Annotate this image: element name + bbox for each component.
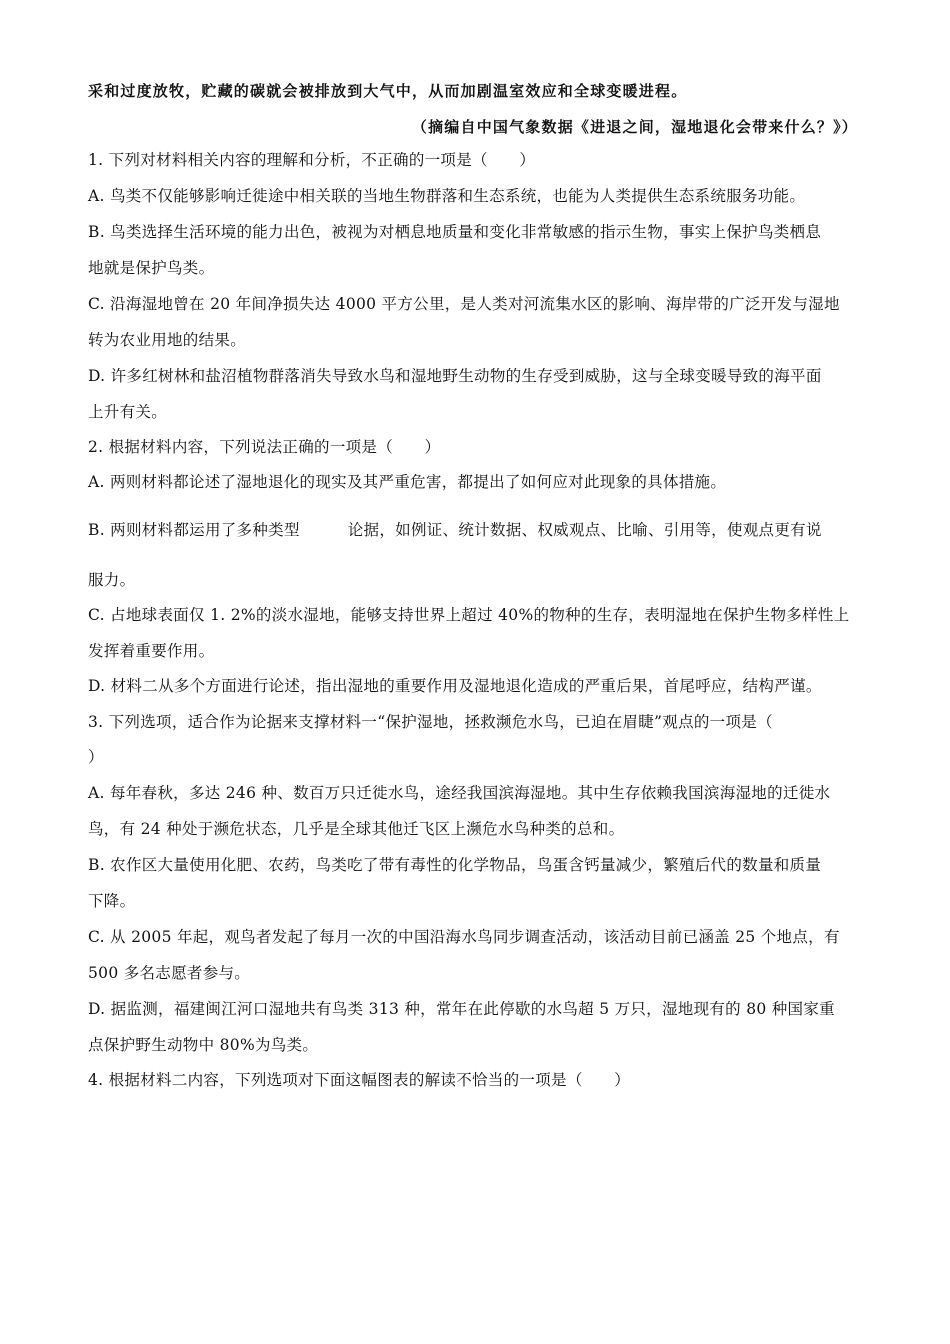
material-source: （摘编自中国气象数据《进退之间，湿地退化会带来什么？》） bbox=[411, 118, 858, 136]
question-2-option-a: A. 两则材料都论述了湿地退化的现实及其严重危害，都提出了如何应对此现象的具体措施。 bbox=[88, 473, 727, 491]
question-3-option-d-cont: 点保护野生动物中 80%为鸟类。 bbox=[88, 1036, 319, 1054]
question-2-option-c: C. 占地球表面仅 1. 2%的淡水湿地，能够支持世界上超过 40%的物种的生存，表明湿地在保护生物多样性上 bbox=[88, 606, 850, 624]
question-2-option-b-part1: B. 两则材料都运用了多种类型 bbox=[88, 521, 300, 539]
question-1-option-c-cont: 转为农业用地的结果。 bbox=[88, 331, 247, 349]
question-3-stem: 3. 下列选项，适合作为论据来支撑材料一“保护湿地，拯救濒危水鸟，已迫在眉睫”观点的一项是（ bbox=[88, 713, 773, 731]
question-2-stem: 2. 根据材料内容，下列说法正确的一项是（ ） bbox=[88, 438, 441, 456]
question-1-stem: 1. 下列对材料相关内容的理解和分析，不正确的一项是（ ） bbox=[88, 151, 536, 169]
question-2-option-d: D. 材料二从多个方面进行论述，指出湿地的重要作用及湿地退化造成的严重后果，首尾呼应，结构严谨。 bbox=[88, 677, 822, 695]
question-1-option-b: B. 鸟类选择生活环境的能力出色，被视为对栖息地质量和变化非常敏感的指示生物，事实上保护鸟类栖息 bbox=[88, 223, 822, 241]
question-4-stem: 4. 根据材料二内容，下列选项对下面这幅图表的解读不恰当的一项是（ ） bbox=[88, 1071, 631, 1089]
question-1-option-d-cont: 上升有关。 bbox=[88, 403, 168, 421]
question-1-option-d: D. 许多红树林和盐沼植物群落消失导致水鸟和湿地野生动物的生存受到威胁，这与全球变暖导致的海平面 bbox=[88, 367, 822, 385]
question-3-option-d: D. 据监测，福建闽江河口湿地共有鸟类 313 种，常年在此停歇的水鸟超 5 万只，湿地现有的 80 种国家重 bbox=[88, 1000, 835, 1018]
question-3-option-c-cont: 500 多名志愿者参与。 bbox=[88, 964, 251, 982]
question-1-option-a: A. 鸟类不仅能够影响迁徙途中相关联的当地生物群落和生态系统，也能为人类提供生态系统服务功能。 bbox=[88, 187, 806, 205]
question-3-option-c: C. 从 2005 年起，观鸟者发起了每月一次的中国沿海水鸟同步调查活动，该活动目前已涵盖 25 个地点，有 bbox=[88, 928, 840, 946]
question-1-option-b-cont: 地就是保护鸟类。 bbox=[88, 259, 215, 277]
question-2-option-b-cont: 服力。 bbox=[88, 571, 136, 589]
question-2-option-b bbox=[88, 520, 868, 540]
question-3-option-a-cont: 鸟，有 24 种处于濒危状态，几乎是全球其他迁飞区上濒危水鸟种类的总和。 bbox=[88, 820, 625, 838]
question-1-option-c: C. 沿海湿地曾在 20 年间净损失达 4000 平方公里，是人类对河流集水区的影响、海岸带的广泛开发与湿地 bbox=[88, 295, 840, 313]
question-2-option-b-part2: 论据，如例证、统计数据、权威观点、比喻、引用等，使观点更有说 bbox=[347, 521, 822, 539]
question-3-option-a: A. 每年春秋，多达 246 种、数百万只迁徙水鸟，途经我国滨海湿地。其中生存依赖我国滨海湿地的迁徙水 bbox=[88, 784, 831, 802]
question-3-stem-cont: ） bbox=[88, 748, 104, 766]
question-3-option-b-cont: 下降。 bbox=[88, 892, 136, 910]
material-tail-line: 采和过度放牧，贮藏的碳就会被排放到大气中，从而加剧温室效应和全球变暖进程。 bbox=[88, 82, 688, 100]
question-3-option-b: B. 农作区大量使用化肥、农药，鸟类吃了带有毒性的化学物品，鸟蛋含钙量减少，繁殖后代的数量和质量 bbox=[88, 856, 822, 874]
question-2-option-c-cont: 发挥着重要作用。 bbox=[88, 642, 215, 660]
